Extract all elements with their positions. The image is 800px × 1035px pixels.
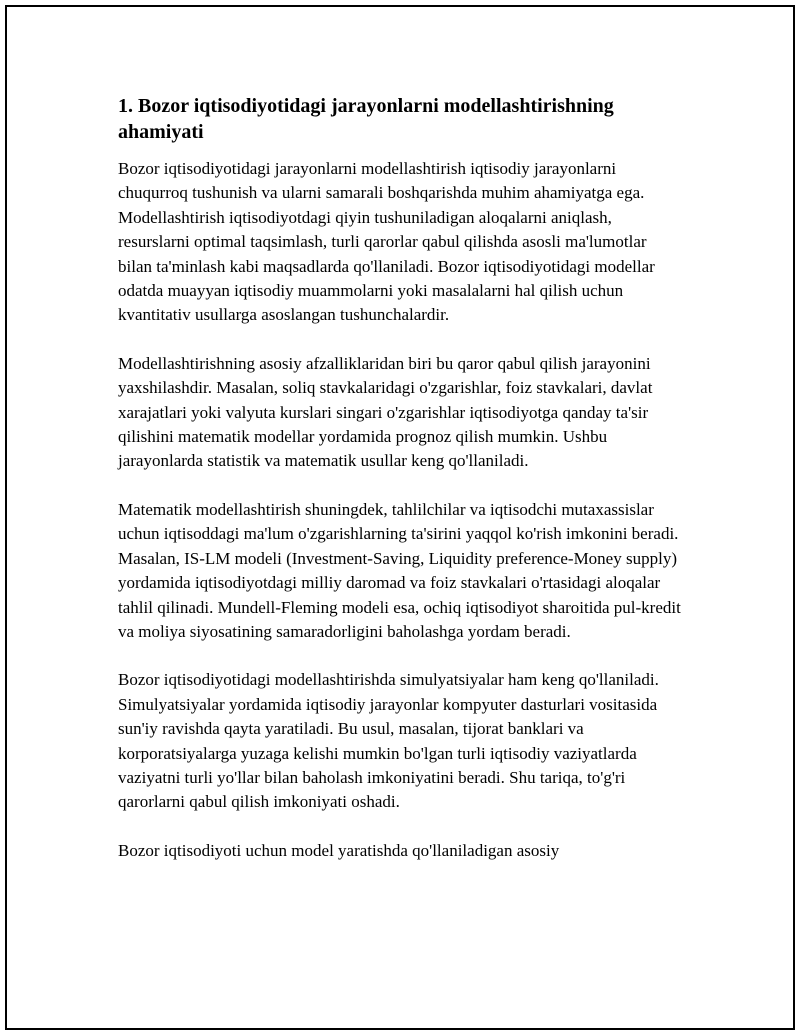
paragraph: Matematik modellashtirish shuningdek, tahlilchilar va iqtisodchi mutaxassislar uchun iqtisoddagi ma'lum o'zgarishlarning ta'sirini yaqqol ko'rish imkonini beradi. Masalan, IS-LM modeli (Investment-Saving, Liquidity preference-Money supply) yordamida iqtisodiyotdagi milliy daromad va foiz stavkalari o'rtasidagi aloqalar tahlil qilinadi. Mundell-Fleming modeli esa, ochiq iqtisodiyot sharoitida pul-kredit va moliya siyosatining samaradorligini baholashga yordam beradi. bbox=[118, 499, 681, 641]
paragraph: Bozor iqtisodiyoti uchun model yaratishda qo'llaniladigan asosiy bbox=[118, 840, 560, 860]
document-body bbox=[118, 93, 684, 887]
paragraph: Bozor iqtisodiyotidagi modellashtirishda simulyatsiyalar ham keng qo'llaniladi. Simulyatsiyalar yordamida iqtisodiy jarayonlar kompyuter dasturlari vositasida sun'iy ravishda qayta yaratiladi. Bu usul, masalan, tijorat banklari va korporatsiyalarga yuzaga kelishi mumkin bo'lgan turli iqtisodiy vaziyatlarda vaziyatni turli yo'llar bilan baholash imkoniyatini beradi. Shu tariqa, to'g'ri qarorlarni qabul qilish imkoniyati oshadi. bbox=[118, 670, 659, 812]
paragraph: Modellashtirishning asosiy afzalliklaridan biri bu qaror qabul qilish jarayonini yaxshilashdir. Masalan, soliq stavkalaridagi o'zgarishlar, foiz stavkalari, davlat xarajatlari yoki valyuta kurslari singari o'zgarishlar iqtisodiyotga qanday ta'sir qilishini matematik modellar yordamida prognoz qilish mumkin. Ushbu jarayonlarda statistik va matematik usullar keng qo'llaniladi. bbox=[118, 353, 653, 471]
section-heading: 1. Bozor iqtisodiyotidagi jarayonlarni modellashtirishning ahamiyati bbox=[118, 95, 614, 143]
paragraph: Bozor iqtisodiyotidagi jarayonlarni modellashtirish iqtisodiy jarayonlarni chuqurroq tushunish va ularni samarali boshqarishda muhim ahamiyatga ega. Modellashtirish iqtisodiyotdagi qiyin tushuniladigan aloqalarni aniqlash, resurslarni optimal taqsimlash, turli qarorlar qabul qilishda asosli ma'lumotlar bilan ta'minlash kabi maqsadlarda qo'llaniladi. Bozor iqtisodiyotidagi modellar odatda muayyan iqtisodiy muammolarni yoki masalalarni hal qilish uchun kvantitativ usullarga asoslangan tushunchalardir. bbox=[118, 159, 655, 325]
